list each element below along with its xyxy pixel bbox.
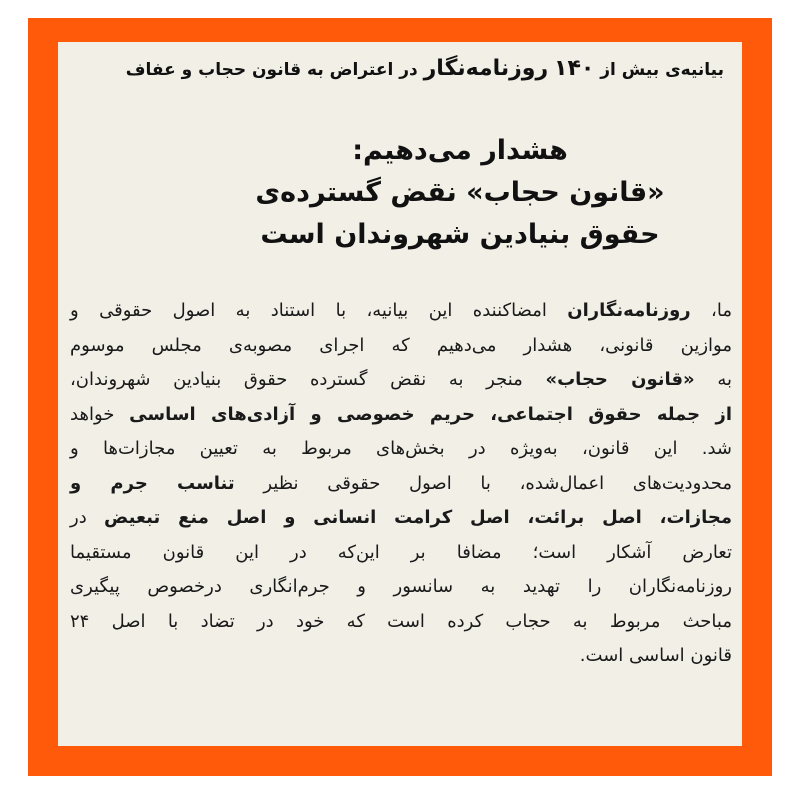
statement-panel (58, 42, 742, 746)
body-fragment: در (70, 507, 87, 528)
body-fragment: امضاکننده این بیانیه، با استناد به اصول حقوقی و (70, 300, 547, 321)
body-line: موازین قانونی، هشدار می‌دهیم که اجرای مصوبه‌ی مجلس موسوم (70, 334, 732, 356)
body-line: قانون اساسی است. (579, 645, 732, 666)
body-emphasis: مجازات، اصل برائت، اصل کرامت انسانی و اصل منع تبعیض (104, 507, 732, 528)
body-fragment: محدودیت‌های اعمال‌شده، با اصول حقوقی نظیر (263, 472, 732, 494)
body-emphasis: تناسب جرم و (70, 472, 235, 494)
body-emphasis: «قانون حجاب» (545, 369, 695, 390)
body-fragment: به (717, 369, 732, 390)
body-line (70, 467, 732, 502)
body-fragment: ما، (711, 300, 732, 321)
body-fragment: خواهد (70, 403, 115, 425)
body-line: شد. این قانون، به‌ویژه در بخش‌های مربوط به تعیین مجازات‌ها و (70, 438, 732, 459)
headline-line3: حقوق بنیادین شهروندان است (260, 219, 660, 250)
subtitle-part3: در اعتراض به قانون حجاب و عفاف (125, 60, 418, 80)
subtitle-journalists: روزنامه‌نگار (423, 56, 549, 81)
subtitle-part1: بیانیه‌ی بیش از (600, 60, 724, 80)
body-line (70, 398, 732, 433)
headline-line1: هشدار می‌دهیم: (352, 135, 568, 166)
body-emphasis: از جمله حقوق اجتماعی، حریم خصوصی و آزادی‌های اساسی (129, 403, 732, 425)
body-line: تعارض آشکار است؛ مضافا بر این‌که در این قانون مستقیما (70, 541, 732, 563)
body-emphasis: روزنامه‌نگاران (567, 300, 691, 321)
body-line: مباحث مربوط به حجاب کرده است که خود در تضاد با اصل ۲۴ (70, 610, 732, 632)
statement-subtitle (76, 56, 724, 81)
body-fragment: منجر به نقض گسترده حقوق بنیادین شهروندان، (70, 369, 523, 390)
body-line (70, 501, 732, 536)
subtitle-number: ۱۴۰ (554, 56, 595, 81)
body-line: روزنامه‌نگاران را تهدید به سانسور و جرم‌انگاری درخصوص پیگیری (70, 576, 732, 597)
statement-body (70, 294, 732, 674)
body-line (70, 363, 732, 398)
headline-line2: «قانون حجاب» نقض گسترده‌ی (255, 177, 665, 208)
statement-headline (58, 130, 742, 256)
body-line (70, 294, 732, 329)
